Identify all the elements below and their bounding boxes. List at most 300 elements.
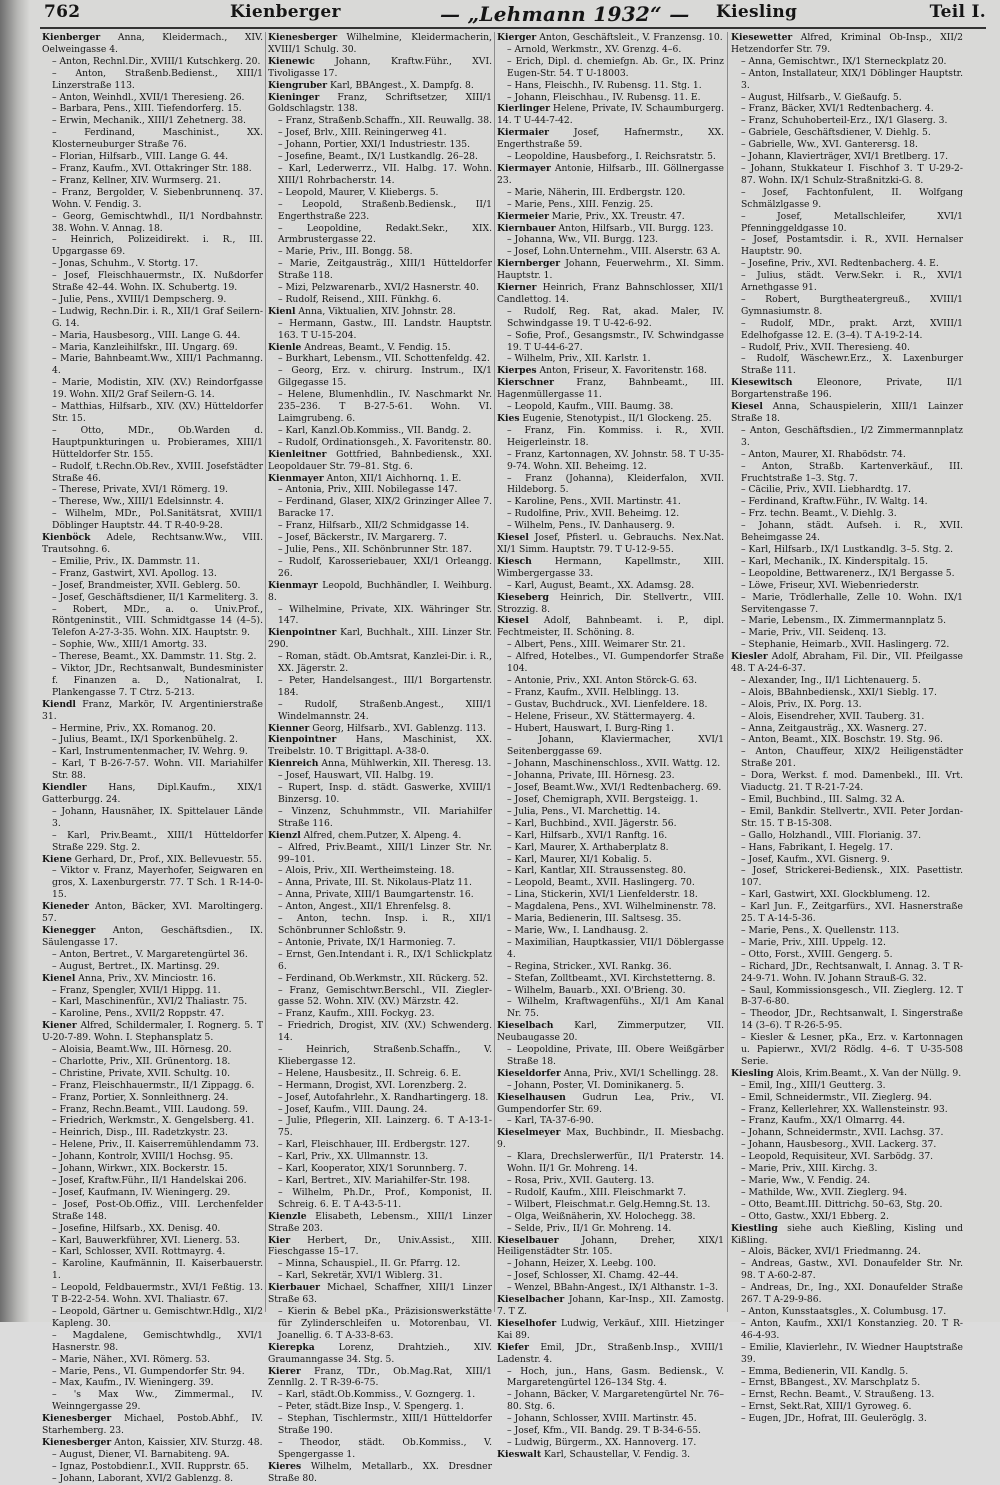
directory-entry [268, 80, 492, 92]
entry-text: – Leopold, Beamt., XVII. Haslingerg. 70. [507, 877, 695, 889]
directory-entry [42, 1223, 263, 1235]
entry-text: – Andreas, Dr., Ing., XXI. Donaufelder Straße 267. T A-29-9-86. [741, 1282, 963, 1306]
directory-entry [42, 1473, 263, 1485]
entry-text: – Rudolf, Priv., XVII. Theresieng. 40. [741, 341, 910, 353]
entry-text: Alois, Krim.Beamt., X. Van der Nüllg. 9. [773, 1067, 962, 1079]
entry-text: – Therese, Beamt., XX. Dammstr. 11. Stg. 2. [52, 651, 257, 663]
header-title: — „Lehmann 1932“ — [440, 2, 690, 26]
entry-text: – Anna, Private, III. St. Nikolaus-Platz 11. [278, 877, 472, 889]
directory-entry [731, 937, 963, 949]
directory-entry [268, 1163, 492, 1175]
directory-entry [731, 1092, 963, 1104]
entry-text: – Josef, Kaufm., XVI. Gisnerg. 9. [741, 853, 890, 865]
directory-entry [42, 1115, 263, 1127]
directory-entry [497, 758, 724, 770]
directory-entry [42, 258, 263, 270]
directory-entry [731, 318, 963, 342]
entry-text: – Josef, Post-Ob.Offiz., VIII. Lerchenfelder Straße 148. [52, 1198, 263, 1222]
directory-entry [497, 1092, 724, 1116]
entry-text: Gerhard, Dr., Prof., XIX. Bellevuestr. 55. [71, 853, 262, 865]
entry-text: – Rudolf, Straßenb.Angest., XIII/1 Windelmannstr. 24. [278, 698, 492, 722]
directory-entry [268, 294, 492, 306]
directory-entry [497, 103, 724, 127]
entry-surname: Kierepka [268, 1341, 315, 1353]
directory-entry [497, 711, 724, 723]
directory-entry [731, 1032, 963, 1068]
directory-entry [497, 1342, 724, 1366]
entry-text: – Ferdinand, Glaser, XIX/2 Grinzinger Allee 7. Baracke 17. [278, 496, 492, 520]
entry-text: – Anna, Private, XIII/1 Baumgartenstr. 16. [278, 889, 474, 901]
directory-entry [42, 949, 263, 961]
directory-entry [42, 961, 263, 973]
directory-entry [497, 592, 724, 616]
directory-entry [731, 568, 963, 580]
directory-entry [268, 365, 492, 389]
header-rule [40, 27, 986, 29]
directory-entry [497, 1437, 724, 1449]
entry-text: – Emil, Bankdir. Stellvertr., XVII. Peter Jordan-Str. 15. T B-15-308. [741, 805, 963, 829]
directory-entry [268, 651, 492, 675]
entry-text: – Löwe, Friseur, XVI. Wiebenriederstr. [741, 579, 920, 591]
directory-entry [497, 889, 724, 901]
entry-text: – Theodor, städt. Ob.Kommiss., V. Spengergasse 1. [278, 1436, 492, 1460]
directory-entry [42, 1449, 263, 1461]
entry-text: – Magdalene, Gemischtwhdlg., XVI/1 Hasnerstr. 98. [52, 1329, 263, 1353]
entry-text: – Franz, Fleischhauermstr., II/1 Zippagg. 6. [52, 1079, 255, 1091]
directory-entry [268, 437, 492, 449]
entry-text: – Richard, JDr., Rechtsanwalt, I. Annag. 3. T R-24-9-71. Wohn. IV. Johann Strauß-G. 32. [741, 960, 963, 984]
directory-entry [731, 234, 963, 258]
entry-text: – Vinzenz, Schuhmmstr., VII. Mariahilfer Straße 116. [278, 805, 492, 829]
directory-entry [268, 1104, 492, 1116]
directory-entry [268, 889, 492, 901]
directory-entry [42, 353, 263, 377]
directory-entry [731, 615, 963, 627]
entry-text: – Josef, Hauswart, VII. Halbg. 19. [278, 770, 434, 782]
directory-entry [497, 425, 724, 449]
directory-entry [42, 1104, 263, 1116]
entry-text: Adolf, Abraham, Fil. Dir., VII. Pfeilgasse 48. T A-24-6-37. [731, 651, 963, 675]
entry-text: – Sophie, Ww., XIII/1 Amortg. 33. [52, 639, 207, 651]
entry-text: – Wilbert, Fleischmat.r. Gelg.Hemng.St. 13. [507, 1198, 711, 1210]
entry-text: – Johann, städt. Aufseh. i. R., XVII. Beheimgasse 24. [741, 520, 963, 544]
entry-text: – Franz, Straßenb.Schaffn., XII. Reuwallg. 38. [278, 115, 493, 127]
entry-text: – Antonie, Private, IX/1 Harmonieg. 7. [278, 936, 456, 948]
entry-surname: Kienel [42, 972, 76, 984]
directory-entry [268, 520, 492, 532]
entry-text: – Emma, Bedienerin, VII. Kandlg. 5. [741, 1365, 909, 1377]
directory-entry [497, 330, 724, 354]
entry-text: – Frz. techn. Beamt., V. Diehlg. 3. [741, 508, 897, 520]
entry-surname: Kienmayr [268, 579, 318, 591]
directory-entry [731, 889, 963, 901]
entry-text: – Alois, BBahnbediensk., XXI/1 Sieblg. 17. [741, 686, 937, 698]
directory-entry [268, 151, 492, 163]
directory-entry [497, 1282, 724, 1294]
entry-text: – Johanna, Ww., VII. Burgg. 123. [507, 234, 659, 246]
directory-entry [497, 1080, 724, 1092]
entry-text: – Franz, Kaufm., XX/1 Olmarrg. 44. [741, 1115, 906, 1127]
directory-entry [731, 580, 963, 592]
entry-text: – Ferdinand, Ob.Werkmstr., XII. Rückerg. 52. [278, 972, 489, 984]
entry-surname: Kienböck [42, 532, 91, 544]
directory-entry [731, 187, 963, 211]
directory-entry [497, 818, 724, 830]
entry-text: – Karl, Maurer, X. Arthaberplatz 8. [507, 841, 669, 853]
entry-text: – Kierin & Bebel pKa., Präzisionswerkstätte für Zylinderschleifen u. Motorenbau, VI. Joanellig. 6. T A-33-8-63. [278, 1305, 492, 1341]
entry-text: – Maria, Bedienerin, III. Saltsesg. 35. [507, 913, 682, 925]
directory-entry [497, 199, 724, 211]
directory-entry [497, 1413, 724, 1425]
entry-text: Johann, Kraftw.Führ., XVI. Tivoligasse 17. [268, 55, 492, 79]
entry-text: – Stephanie, Heimarb., XVII. Haslingerg. 72. [741, 639, 950, 651]
entry-text: – Karl, August, Beamt., XX. Adamsg. 28. [507, 579, 695, 591]
entry-text: – Franz, Kellerlehrer, XX. Wallensteinstr. 93. [741, 1103, 948, 1115]
directory-entry [268, 199, 492, 223]
entry-surname: Kieselbauer [497, 1234, 559, 1246]
directory-entry [268, 258, 492, 282]
entry-text: – Johanna, Private, III. Hörnesg. 23. [507, 770, 675, 782]
directory-entry [497, 734, 724, 758]
entry-text: – Johann, Kontrolr, XVIII/1 Hochsg. 95. [52, 1151, 234, 1163]
directory-entry [731, 1377, 963, 1389]
directory-entry [268, 1366, 492, 1390]
directory-entry [497, 449, 724, 473]
entry-text: Johann, Feuerwehrm., XI. Simm. Hauptstr. 1. [497, 258, 724, 282]
entry-text: Anton, Geschäftsdien., IX. Säulengasse 17. [42, 924, 263, 948]
entry-text: – Leopold, Straßenb.Bediensk., II/1 Engerthstraße 223. [278, 198, 492, 222]
entry-text: – Josefine, Beamt., IX/1 Lustkandlg. 26–28. [278, 151, 478, 163]
directory-entry [731, 496, 963, 508]
entry-text: – Anton, Installateur, XIX/1 Döblinger Hauptstr. 3. [741, 67, 963, 91]
entry-text: Marie, Priv., XX. Treustr. 47. [548, 210, 685, 222]
directory-entry [497, 1425, 724, 1437]
directory-entry [497, 92, 724, 104]
entry-surname: Kierbauer [268, 1282, 320, 1294]
entry-text: – Marie, Zeitgausträg., XIII/1 Hütteldorfer Straße 118. [278, 258, 492, 282]
entry-text: – Heinrich, Disp., III. Radetzkystr. 23. [52, 1127, 228, 1139]
entry-text: – Karl, Sekretär, XVI/1 Wiblerg. 31. [278, 1270, 443, 1282]
entry-text: – Maximilian, Hauptkassier, VII/1 Döblergasse 4. [507, 936, 724, 960]
entry-text: – Alfred, Priv.Beamt., XIII/1 Linzer Str. Nr. 99–101. [278, 841, 492, 865]
entry-text: – Alois, Bäcker, XVI/1 Friedmanng. 24. [741, 1246, 921, 1258]
entry-text: – Johann, Wirkwr., XIX. Bockerstr. 15. [52, 1163, 228, 1175]
directory-entry [42, 592, 263, 604]
directory-entry [497, 1151, 724, 1175]
entry-text: – Julius, Beamt., IX/1 Sporkenbühelg. 2. [52, 734, 238, 746]
directory-entry [731, 377, 963, 401]
directory-entry [268, 187, 492, 199]
entry-text: – Franz, Kaufm., XVI. Ottakringer Str. 188. [52, 162, 252, 174]
entry-text: – Franz, Kaufm., XIII. Fockyg. 23. [278, 1008, 435, 1020]
directory-entry [731, 1282, 963, 1306]
entry-text: – Marie, Pens., VI. Gumpendorfer Str. 94. [52, 1365, 245, 1377]
entry-text: – Karl, Lederwerrz., VII. Halbg. 17. Wohn. XIII/1 Rohrbacherstr. 14. [278, 162, 492, 186]
entry-text: – Marie, Ww., I. Landhausg. 2. [507, 924, 649, 936]
directory-entry [731, 699, 963, 711]
entry-text: – Burkhart, Lebensm., VII. Schottenfeldg. 42. [278, 353, 490, 365]
entry-text: – Julius, städt. Verw.Sekr. i. R., XVI/1 Arnethgasse 91. [741, 270, 963, 294]
entry-text: – Marie, Priv., XIII. Uppelg. 12. [741, 936, 886, 948]
entry-text: Eugenie, Stenotypist., II/1 Glockeng. 25. [519, 413, 712, 424]
directory-entry [42, 1163, 263, 1175]
entry-surname: Kienzl [268, 829, 301, 841]
directory-entry [497, 699, 724, 711]
entry-text: – Anton, Beamt., XIX. Boschstr. 19. Stg. 96. [741, 734, 943, 746]
entry-text: Ludwig, Verkäuf., XIII. Hietzinger Kai 89. [497, 1317, 724, 1341]
directory-entry [42, 925, 263, 949]
entry-text: – Christine, Private, XVII. Schultg. 10. [52, 1067, 230, 1079]
directory-entry [731, 68, 963, 92]
directory-entry [42, 985, 263, 997]
directory-entry [497, 365, 724, 377]
directory-entry [497, 246, 724, 258]
directory-entry [42, 734, 263, 746]
entry-text: – Marie, Näher., XVI. Römerg. 53. [52, 1353, 210, 1365]
entry-text: Anna, Viktualien, XIV. Johnstr. 28. [295, 305, 456, 317]
entry-text: – Karoline, Pens., XVII/2 Roppstr. 47. [52, 1008, 225, 1020]
directory-entry [42, 806, 263, 830]
directory-entry [268, 1175, 492, 1187]
directory-entry [731, 770, 963, 794]
directory-entry [497, 258, 724, 282]
entry-text: – Josef, Kfm., VII. Bandg. 29. T B-34-6-55. [507, 1425, 701, 1437]
directory-entry [268, 627, 492, 651]
entry-text: – Gallo, Holzhandl., VIII. Florianig. 37. [741, 829, 921, 841]
directory-entry [731, 163, 963, 187]
entry-text: – Roman, städt. Ob.Amtsrat, Kanzlei-Dir. i. R., XX. Jägerstr. 2. [278, 651, 492, 675]
directory-entry [268, 699, 492, 723]
entry-text: Michael, Schaffner, XIII/1 Linzer Straße 63. [268, 1282, 492, 1306]
directory-entry [268, 246, 492, 258]
entry-text: – Alois, Eisendreher, XVII. Tauberg. 31. [741, 710, 925, 722]
entry-text: – Ludwig, Bürgerm., XX. Hannoverg. 17. [507, 1436, 697, 1448]
entry-text: – Heinrich, Straßenb.Schaffn., V. Kliebergasse 12. [278, 1044, 492, 1067]
entry-text: – Maria, Hausbesorg., VIII. Lange G. 44. [52, 329, 241, 341]
entry-surname: Kiesch [497, 555, 532, 567]
entry-surname: Kienleitner [268, 448, 327, 460]
entry-text: – Marie, Bahnbeamt.Ww., XIII/1 Pachmanng. 4. [52, 353, 263, 377]
entry-surname: Kienegger [42, 924, 96, 936]
directory-entry [42, 1306, 263, 1330]
entry-text: – Marie, Priv., XIII. Kirchg. 3. [741, 1163, 878, 1175]
entry-text: – Anna, Zeitgausträg., XX. Wasnerg. 27. [741, 722, 927, 734]
book-binding-shadow [0, 0, 30, 1322]
directory-entry [731, 734, 963, 746]
directory-entry [42, 1139, 263, 1151]
entry-text: – Karl, Kantlar, XII. Straussensteg. 80. [507, 865, 686, 877]
directory-entry [497, 32, 724, 44]
directory-entry [731, 1413, 963, 1425]
entry-text: – Minna, Schauspiel., II. Gr. Pfarrg. 12. [278, 1258, 461, 1270]
entry-text: – Marie, Pens., X. Quellenstr. 113. [741, 924, 900, 936]
directory-entry [268, 32, 492, 56]
entry-text: – Kiesler & Lesner, pKa., Erz. v. Kartonnagen u. Papierwr., XVI/2 Rödlg. 4–6. T U-35-508 Serie. [741, 1032, 963, 1067]
directory-entry [497, 80, 724, 92]
page-header [40, 2, 986, 30]
entry-text: Josef, Hafnermstr., XX. Engerthstraße 59. [497, 127, 724, 151]
entry-text: Franz, Bahnbeamt., III. Hagenmüllergasse 11. [497, 377, 724, 401]
directory-entry [268, 842, 492, 866]
entry-text: Adele, Rechtsanw.Ww., VIII. Trautsohng. 6. [42, 532, 263, 555]
directory-entry [497, 937, 724, 961]
entry-text: Karl, Zimmerputzer, VII. Neubaugasse 20. [497, 1020, 724, 1044]
entry-surname: Kierer [268, 1365, 301, 1377]
directory-entry [497, 770, 724, 782]
entry-text: – Sofie, Prof., Gesangsmstr., IV. Schwindgasse 19. T U-44-6-27. [507, 329, 724, 353]
directory-entry [268, 734, 492, 758]
directory-entry [497, 1270, 724, 1282]
directory-entry [731, 1211, 963, 1223]
entry-text: – Anton, Maurer, XI. Rhabödstr. 74. [741, 448, 906, 460]
directory-entry [42, 32, 263, 56]
directory-entry [497, 639, 724, 651]
entry-text: – Otto, Beamt.III. Dittrichg. 50–63, Stg. 20. [741, 1198, 943, 1210]
entry-surname: Kieselhausen [497, 1091, 566, 1103]
entry-text: – Wilhelm, Bauarb., XXI. O'Brieng. 30. [507, 984, 686, 996]
entry-text: – Heinrich, Polizeidirekt. i. R., III. Upgargasse 69. [52, 234, 263, 258]
directory-entry [268, 139, 492, 151]
entry-text: – Klara, Drechslerwerfür., II/1 Praterstr. 14. Wohn. II/1 Gr. Mohreng. 14. [507, 1151, 724, 1175]
directory-entry [268, 389, 492, 425]
directory-entry [42, 56, 263, 68]
entry-text: – Helene, Friseur., XV. Stättermayerg. 4. [507, 710, 696, 722]
directory-entry [497, 1223, 724, 1235]
entry-text: siehe auch Kießling, Kisling und Kißling. [731, 1222, 963, 1246]
entry-text: – Andreas, Gastw., XVI. Donaufelder Str. Nr. 98. T A-60-2-87. [741, 1258, 963, 1282]
entry-text: – Ernst, Sekt.Rat, XIII/1 Gyroweg. 6. [741, 1401, 912, 1413]
directory-entry [731, 1008, 963, 1032]
entry-text: – Robert, MDr., a. o. Univ.Prof., Röntgeninstit., VIII. Schmidtgasse 14 (4–5). Telefon A-27-3-35. Wohn. XIX. Hauptstr. 9. [52, 603, 263, 639]
directory-entry [268, 1080, 492, 1092]
directory-entry [42, 1127, 263, 1139]
entry-text: – Johann, Poster, VI. Dominikanerg. 5. [507, 1079, 684, 1091]
directory-entry [731, 1175, 963, 1187]
directory-entry [731, 651, 963, 675]
entry-text: – Otto, MDr., Ob.Warden d. Hauptpunkturingen u. Probierames, XIII/1 Hütteldorfer Str. 155. [52, 424, 263, 460]
entry-text: Andreas, Beamt., V. Fendig. 15. [301, 341, 451, 353]
entry-text: – Selde, Priv., II/1 Gr. Mohreng. 14. [507, 1222, 672, 1234]
directory-entry [497, 1020, 724, 1044]
entry-text: – Karl Jun. F., Zeitgarfürs., XVI. Hasnerstraße 25. T A-14-5-36. [741, 901, 963, 925]
entry-text: – Josef, Fleischhauermstr., IX. Nußdorfer Straße 42–44. Wohn. IX. Schubertg. 19. [52, 270, 263, 294]
entry-surname: Kiesel [497, 532, 529, 544]
entry-text: – Johann, Klavierträger, XVI/1 Bretlberg. 17. [741, 151, 949, 163]
entry-text: Hermann, Kapellmstr., XIII. Wimbergergasse 33. [497, 555, 724, 579]
entry-text: – Georg, Gemischtwhdl., II/1 Nordbahnstr. 38. Wohn. V. Annag. 18. [52, 210, 263, 234]
directory-entry [42, 973, 263, 985]
directory-entry [268, 1068, 492, 1080]
directory-entry [42, 306, 263, 330]
directory-entry [731, 342, 963, 354]
entry-surname: Kierpes [497, 365, 537, 377]
entry-text: Alfred, Kriminal Ob-Insp., XII/2 Hetzendorfer Str. 79. [731, 32, 963, 55]
header-first-entry: Kienberger [230, 2, 341, 22]
directory-entry [731, 1163, 963, 1175]
entry-text: – Josef, Brlv., XIII. Reiningerweg 41. [278, 127, 447, 139]
directory-entry [731, 1127, 963, 1139]
directory-entry [42, 484, 263, 496]
directory-entry [497, 151, 724, 163]
entry-text: – Karl, TA-37-6-90. [507, 1115, 594, 1127]
entry-text: – Anton, Rechnl.Dir., XVIII/1 Kutschkerg. 20. [52, 55, 261, 67]
directory-entry [497, 401, 724, 413]
entry-text: – Marie, Modistin, XIV. (XV.) Reindorfgasse 19. Wohn. XII/2 Graf Seilern-G. 14. [52, 377, 263, 401]
directory-entry [42, 234, 263, 258]
directory-entry [268, 1187, 492, 1211]
entry-text: – Franz, Fin. Kommiss. i. R., XVII. Heigerleinstr. 18. [507, 424, 724, 448]
entry-text: Anna, Schauspielerin, XIII/1 Lainzer Straße 18. [731, 401, 963, 424]
directory-entry [497, 413, 724, 425]
directory-entry [42, 401, 263, 425]
entry-text: – Peter, städt.Bize Insp., V. Spengerg. 1. [278, 1401, 464, 1413]
entry-text: – Franz, Rechn.Beamt., VIII. Laudong. 59. [52, 1103, 248, 1115]
entry-text: – Karoline, Pens., XVII. Martinstr. 41. [507, 496, 681, 508]
entry-text: – Karoline, Kaufmännin, II. Kaiserbauerstr. 1. [52, 1258, 263, 1282]
entry-text: – Alois, Priv., IX. Porg. 13. [741, 698, 862, 710]
entry-text: – Anton, Chauffeur, XIX/2 Heiligenstädter Straße 201. [741, 746, 963, 770]
entry-text: Lorenz, Drahtzieh., XIV. Graumanngasse 34. Stg. 5. [268, 1341, 492, 1365]
entry-surname: Kienewic [268, 55, 315, 67]
directory-entry [731, 901, 963, 925]
directory-entry [731, 1366, 963, 1378]
entry-text: – Johann, Schlosser, XVIII. Martinstr. 45. [507, 1413, 697, 1425]
entry-text: Anton, Kaissier, XIV. Sturzg. 48. [111, 1436, 263, 1448]
directory-entry [731, 151, 963, 163]
entry-text: Anton, Geschäftsleit., V. Franzensg. 10. [536, 32, 723, 43]
entry-text: – Karl, Mechanik., IX. Kinderspitalg. 15. [741, 555, 929, 567]
entry-text: – Antonia, Priv., XIII. Nobilegasse 147. [278, 484, 458, 496]
directory-entry [497, 234, 724, 246]
directory-entry [497, 508, 724, 520]
directory-entry [268, 342, 492, 354]
entry-surname: Kierner [497, 282, 537, 294]
directory-entry [42, 854, 263, 866]
directory-entry [42, 1044, 263, 1056]
directory-entry [42, 425, 263, 461]
directory-entry [497, 1318, 724, 1342]
entry-text: – Franz, Gastwirt, XVI. Apollog. 13. [52, 567, 217, 579]
entry-text: – Rudolf, Kaufm., XIII. Fleischmarkt 7. [507, 1186, 687, 1198]
directory-entry [268, 1437, 492, 1461]
entry-surname: Kierschner [497, 377, 554, 389]
entry-text: – Rudolf, Karosseriebauer, XXI/1 Orleangg. 26. [278, 555, 492, 579]
directory-entry [731, 461, 963, 485]
directory-entry [731, 449, 963, 461]
directory-entry [42, 151, 263, 163]
entry-surname: Kieneder [42, 901, 89, 913]
column-3 [497, 32, 724, 1460]
directory-entry [497, 282, 724, 306]
entry-text: – Rudolf, Wäschewr.Erz., X. Laxenburger Straße 111. [741, 353, 963, 377]
entry-surname: Kienner [268, 722, 310, 734]
entry-surname: Kiesel [497, 615, 529, 627]
entry-text: – Johann, Hausbesorg., XVII. Lackerg. 37. [741, 1139, 937, 1151]
entry-surname: Kiesewitsch [731, 377, 793, 389]
entry-text: – Rudolf, t.Rechn.Ob.Rev., XVIII. Josefstädter Straße 46. [52, 460, 263, 484]
directory-entry [42, 1437, 263, 1449]
entry-text: – Alois, Priv., XII. Wertheimsteing. 18. [278, 865, 455, 877]
entry-text: – Viktor v. Franz, Mayerhofer, Seigwaren en gros, X. Laxenburgerstr. 77. T Sch. 1 R-14-0-15. [52, 865, 263, 901]
directory-entry [497, 1366, 724, 1390]
directory-entry [731, 425, 963, 449]
column-4 [731, 32, 963, 1425]
directory-entry [42, 996, 263, 1008]
entry-text: – Franz, Schuhoberteil-Erz., IX/1 Glaserg. 3. [741, 115, 948, 127]
entry-text: – Rudolf, Ordinationsgeh., X. Favoritenstr. 80. [278, 436, 492, 448]
directory-entry [42, 699, 263, 723]
directory-entry [497, 473, 724, 497]
